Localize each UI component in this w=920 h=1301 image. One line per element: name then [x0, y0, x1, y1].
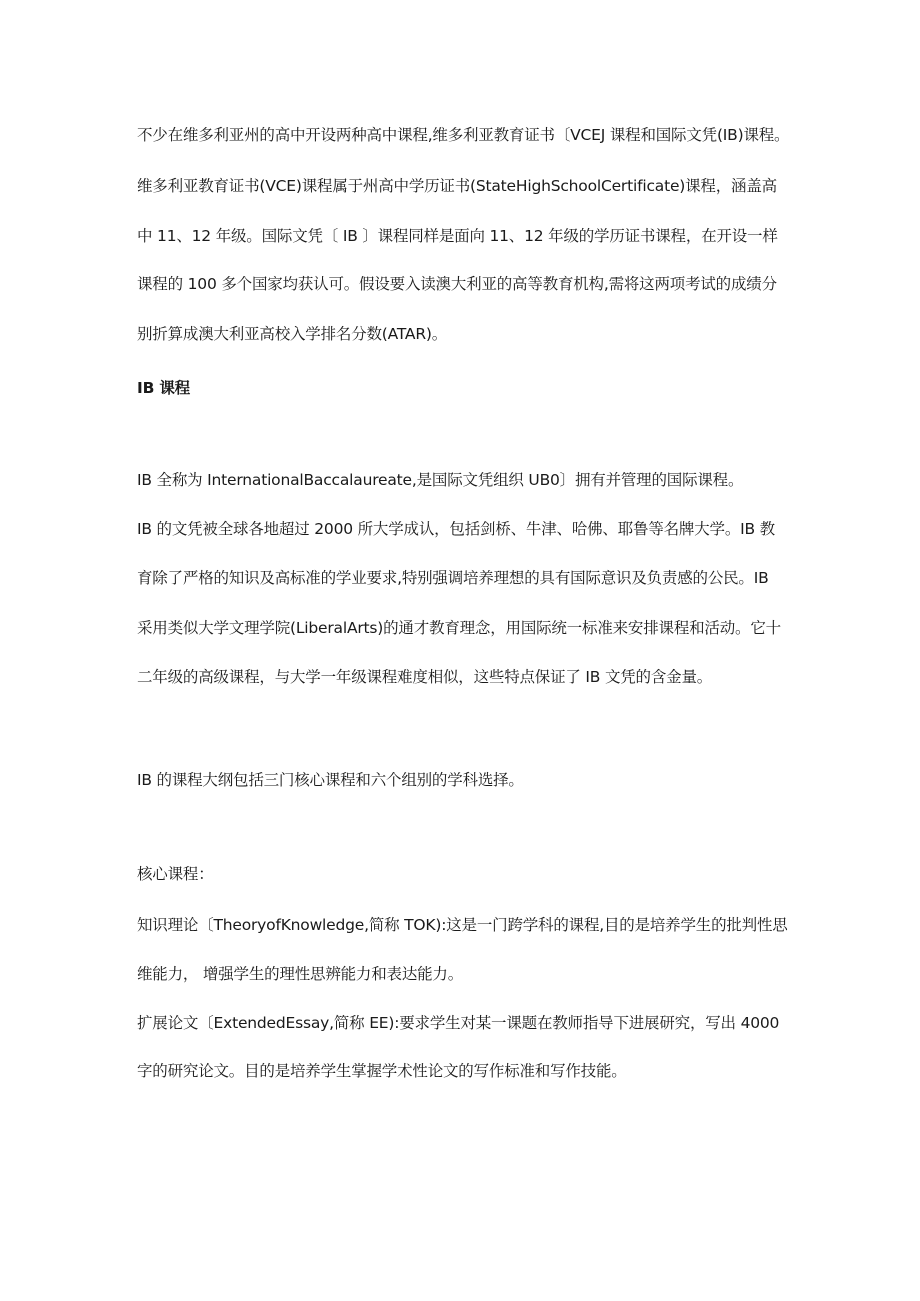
ib-syllabus: IB 的课程大纲包括三门核心课程和六个组别的学科选择。: [137, 771, 524, 789]
ib-recognition-line-4: 二年级的高级课程，与大学一年级课程难度相似，这些特点保证了 IB 文凭的含金量。: [137, 668, 713, 686]
ib-recognition-line-1: IB 的文凭被全球各地超过 2000 所大学成认，包括剑桥、牛津、哈佛、耶鲁等名牌大学。IB 教: [137, 520, 775, 538]
ib-section-heading: IB 课程: [137, 379, 190, 397]
core-heading: 核心课程：: [137, 865, 214, 883]
ee-line-2: 字的研究论文。目的是培养学生掌握学术性论文的写作标准和写作技能。: [137, 1062, 627, 1080]
ib-definition: IB 全称为 InternationalBaccalaureate,是国际文凭组织 UB0〕拥有并管理的国际课程。: [137, 471, 744, 489]
ee-line-1: 扩展论文〔ExtendedEssay,简称 EE):要求学生对某一课题在教师指导下进展研究，写出 4000: [137, 1014, 780, 1032]
tok-line-1: 知识理论〔TheoryofKnowledge,简称 TOK):这是一门跨学科的课程,目的是培养学生的批判性思: [137, 916, 788, 934]
ib-recognition-line-2: 育除了严格的知识及高标准的学业要求,特别强调培养理想的具有国际意识及负责感的公民。IB: [137, 569, 769, 587]
intro-line-4: 课程的 100 多个国家均获认可。假设要入读澳大利亚的高等教育机构,需将这两项考试的成绩分: [137, 275, 777, 293]
ib-recognition-line-3: 采用类似大学文理学院(LiberalArts)的通才教育理念，用国际统一标准来安排课程和活动。它十: [137, 619, 781, 637]
tok-line-2: 维能力， 增强学生的理性思辨能力和表达能力。: [137, 965, 464, 983]
intro-line-3: 中 11、12 年级。国际文凭〔 IB 〕课程同样是面向 11、12 年级的学历证书课程，在开设一样: [137, 227, 778, 245]
intro-line-5: 别折算成澳大利亚高校入学排名分数(ATAR)。: [137, 325, 448, 343]
intro-line-2: 维多利亚教育证书(VCE)课程属于州高中学历证书(StateHighSchoolCertificate)课程，涵盖高: [137, 177, 777, 195]
intro-line-1: 不少在维多利亚州的高中开设两种高中课程,维多利亚教育证书〔VCEJ 课程和国际文凭(IB)课程。: [137, 126, 790, 144]
